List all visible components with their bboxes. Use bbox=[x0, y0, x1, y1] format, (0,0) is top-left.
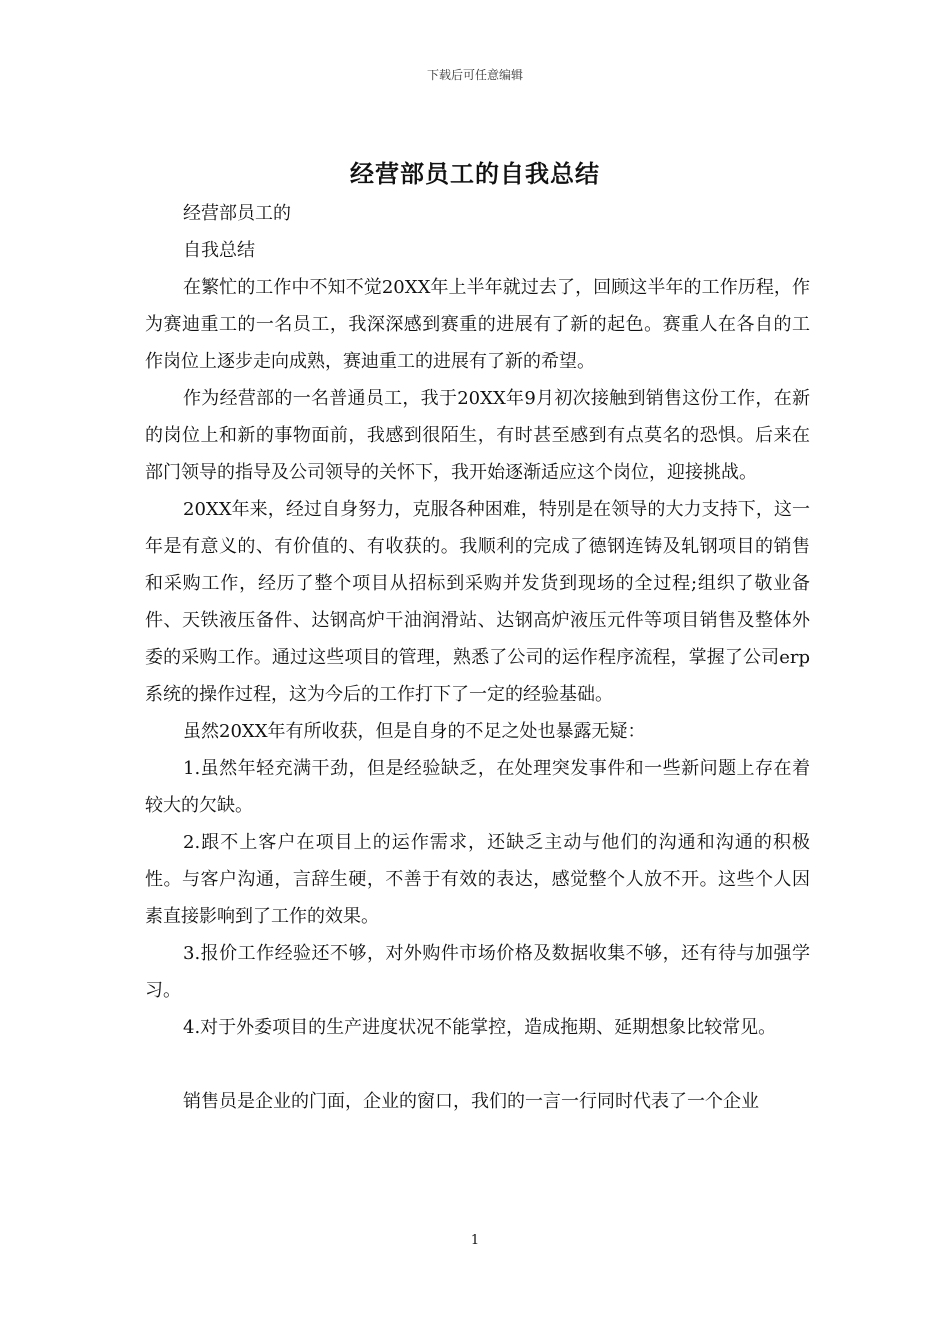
paragraph-salesperson: 销售员是企业的门面，企业的窗口，我们的一言一行同时代表了一个企业 bbox=[183, 1091, 759, 1112]
list-item-shortcoming-2: 2.跟不上客户在项目上的运作需求，还缺乏主动与他们的沟通和沟通的积极性。与客户沟通，言辞生硬，不善于有效的表达，感觉整个人放不开。这些个人因素直接影响到了工作的效果。 bbox=[145, 832, 810, 927]
list-item-shortcoming-1: 1.虽然年轻充满干劲，但是经验缺乏，在处理突发事件和一些新问题上存在着较大的欠缺。 bbox=[145, 758, 810, 816]
header-note: 下载后可任意编辑 bbox=[426, 68, 523, 82]
list-item-shortcoming-3: 3.报价工作经验还不够，对外购件市场价格及数据收集不够，还有待与加强学习。 bbox=[145, 943, 810, 1001]
paragraph-new-role: 作为经营部的一名普通员工，我于20XX年9月初次接触到销售这份工作，在新的岗位上和新的事物面前，我感到很陌生，有时甚至感到有点莫名的恐惧。后来在部门领导的指导及公司领导的关怀下，我开始逐渐适应这个岗位，迎接挑战。 bbox=[145, 388, 810, 483]
paragraph-achievements: 20XX年来，经过自身努力，克服各种困难，特别是在领导的大力支持下，这一年是有意义的、有价值的、有收获的。我顺利的完成了德钢连铸及轧钢项目的销售和采购工作，经历了整个项目从招标到采购并发货到现场的全过程;组织了敬业备件、天铁液压备件、达钢高炉干油润滑站、达钢高炉液压元件等项目销售及整体外委的采购工作。通过这些项目的管理，熟悉了公司的运作程序流程，掌握了公司erp系统的操作过程，这为今后的工作打下了一定的经验基础。 bbox=[145, 499, 810, 705]
paragraph-subtitle-line-1: 经营部员工的 bbox=[183, 203, 291, 224]
paragraph-shortcomings-intro: 虽然20XX年有所收获，但是自身的不足之处也暴露无疑： bbox=[183, 721, 646, 742]
paragraph-subtitle-line-2: 自我总结 bbox=[183, 240, 255, 261]
paragraph-intro: 在繁忙的工作中不知不觉20XX年上半年就过去了，回顾这半年的工作历程，作为赛迪重工的一名员工，我深深感到赛重的进展有了新的起色。赛重人在各自的工作岗位上逐步走向成熟，赛迪重工的进展有了新的希望。 bbox=[145, 277, 810, 372]
list-item-shortcoming-4: 4.对于外委项目的生产进度状况不能掌控，造成拖期、延期想象比较常见。 bbox=[183, 1017, 777, 1038]
document-body bbox=[145, 195, 810, 1120]
page-number: 1 bbox=[470, 1233, 480, 1248]
document-title: 经营部员工的自我总结 bbox=[350, 159, 600, 188]
